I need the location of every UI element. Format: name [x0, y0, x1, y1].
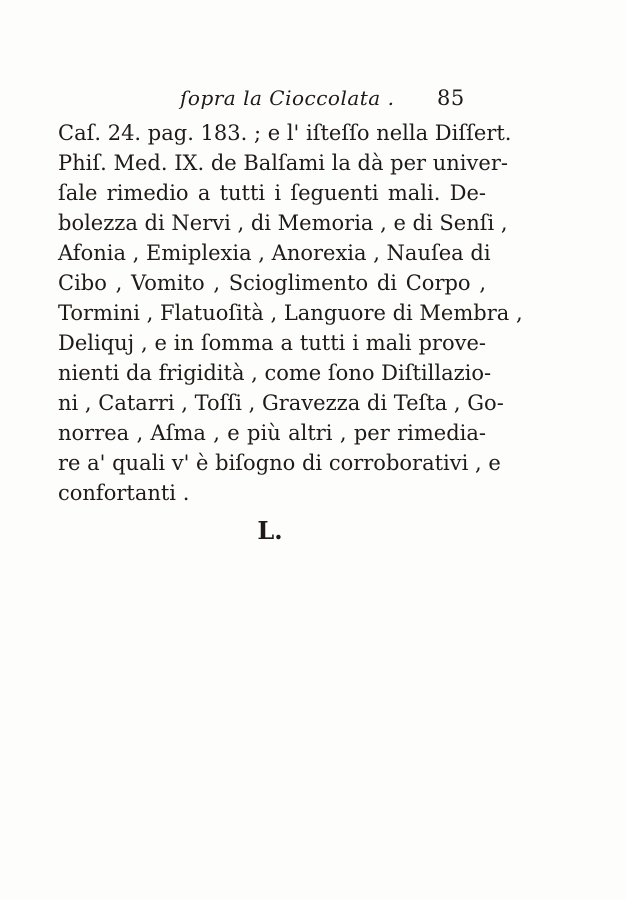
body-line: nienti da frigidità , come ſono Diſtillazio- [58, 361, 492, 385]
section-number: L. [257, 516, 283, 545]
body-line: Cibo , Vomito , Scioglimento di Corpo , [58, 271, 486, 295]
body-line: Caſ. 24. pag. 183. ; e l' iſteſſo nella Diſſert. [58, 121, 512, 145]
body-line: Deliquj , e in ſomma a tutti i mali prove- [58, 331, 486, 355]
body-line: Phiſ. Med. IX. de Balſami la dà per univer- [58, 151, 508, 175]
running-head [180, 86, 470, 112]
page-number: 85 [437, 86, 465, 110]
body-line: Afonia , Emiplexia , Anorexia , Nauſea di [58, 241, 491, 265]
body-line: bolezza di Nervi , di Memoria , e di Senſi , [58, 211, 508, 235]
body-line: ſale rimedio a tutti i ſeguenti mali. De- [58, 181, 486, 205]
body-line: Tormini , Flatuoſità , Languore di Membra , [58, 301, 523, 325]
body-line: re a' quali v' è biſogno di corroborativi , e [58, 451, 501, 475]
body-line: norrea , Aſma , e più altri , per rimedia- [58, 421, 486, 445]
running-title: ſopra la Cioccolata . [180, 86, 395, 110]
body-line: confortanti . [58, 481, 190, 505]
body-line: ni , Catarri , Toſſi , Gravezza di Teſta , Go- [58, 391, 504, 415]
